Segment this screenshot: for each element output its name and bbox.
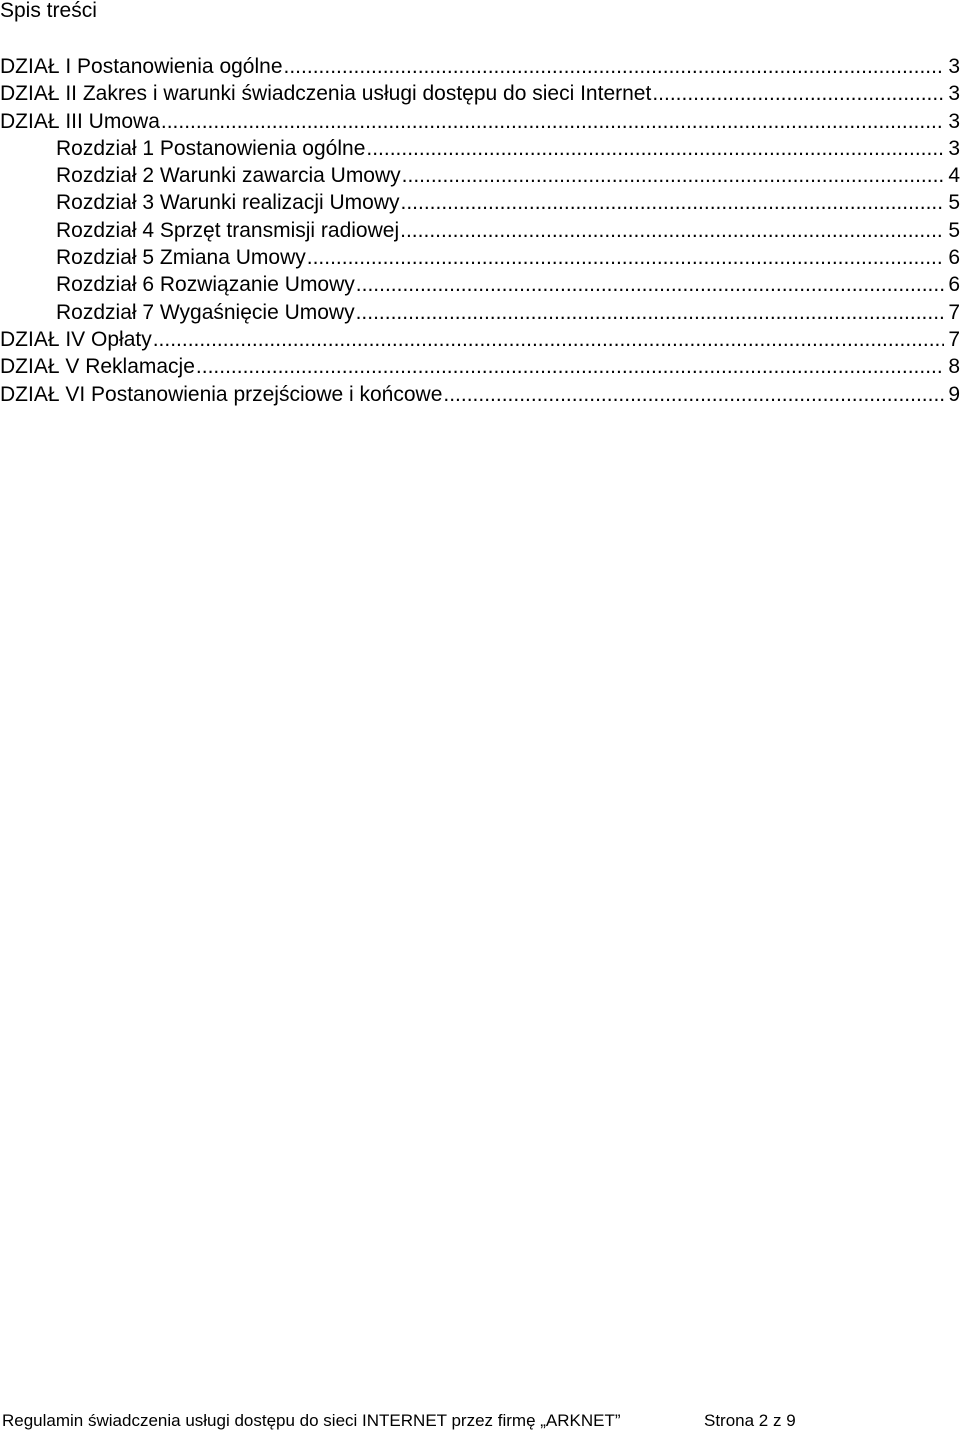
toc-entry-label: Rozdział 7 Wygaśnięcie Umowy	[56, 300, 355, 324]
toc-entry-dzial-3[interactable]	[0, 108, 960, 135]
toc-entry-dzial-4[interactable]	[0, 326, 960, 353]
toc-dot-leader	[153, 326, 944, 353]
toc-entry-rozdzial-2[interactable]	[0, 162, 960, 189]
toc-dot-leader	[356, 299, 944, 326]
toc-entry-label: DZIAŁ II Zakres i warunki świadczenia usługi dostępu do sieci Internet	[0, 82, 652, 106]
toc-entry-rozdzial-5[interactable]	[0, 244, 960, 271]
toc-heading: Spis treści	[0, 0, 97, 22]
toc-dot-leader	[400, 217, 944, 244]
toc-entry-page: 5	[948, 218, 960, 242]
toc-dot-leader	[196, 353, 944, 380]
toc-entry-page: 3	[948, 55, 960, 78]
toc-entry-label: Rozdział 1 Postanowienia ogólne	[56, 136, 366, 160]
toc-entry-page: 9	[948, 382, 960, 406]
footer-document-title: Regulamin świadczenia usługi dostępu do sieci INTERNET przez firmę „ARKNET”	[2, 1411, 621, 1430]
toc-entry-page: 3	[948, 82, 960, 106]
toc-entry-label: DZIAŁ I Postanowienia ogólne	[0, 55, 283, 78]
toc-entry-label: DZIAŁ V Reklamacje	[0, 355, 195, 379]
toc-entry-rozdzial-3[interactable]	[0, 189, 960, 216]
toc-dot-leader	[401, 189, 945, 216]
toc-entry-page: 6	[948, 273, 960, 297]
toc-entry-label: Rozdział 5 Zmiana Umowy	[56, 246, 306, 270]
toc-entry-dzial-1[interactable]	[0, 53, 960, 80]
toc-entry-label: Rozdział 2 Warunki zawarcia Umowy	[56, 164, 401, 188]
toc-entry-rozdzial-7[interactable]	[0, 299, 960, 326]
toc-entry-dzial-6[interactable]	[0, 381, 960, 408]
toc-entry-page: 8	[948, 355, 960, 379]
page-footer	[2, 1410, 796, 1432]
table-of-contents	[0, 53, 960, 408]
toc-dot-leader	[356, 271, 944, 298]
toc-entry-label: Rozdział 6 Rozwiązanie Umowy	[56, 273, 355, 297]
toc-entry-rozdzial-4[interactable]	[0, 217, 960, 244]
toc-entry-label: DZIAŁ IV Opłaty	[0, 327, 152, 351]
toc-entry-page: 7	[948, 300, 960, 324]
footer-page-number: Strona 2 z 9	[704, 1411, 796, 1430]
toc-entry-page: 3	[948, 136, 960, 160]
toc-entry-page: 5	[948, 191, 960, 215]
toc-dot-leader	[284, 53, 944, 80]
toc-entry-label: Rozdział 3 Warunki realizacji Umowy	[56, 191, 400, 215]
toc-entry-page: 3	[948, 109, 960, 133]
toc-entry-rozdzial-1[interactable]	[0, 135, 960, 162]
toc-entry-page: 7	[948, 327, 960, 351]
toc-dot-leader	[402, 162, 944, 189]
toc-dot-leader	[307, 244, 944, 271]
toc-entry-dzial-2[interactable]	[0, 80, 960, 107]
toc-entry-label: DZIAŁ III Umowa	[0, 109, 160, 133]
toc-entry-label: DZIAŁ VI Postanowienia przejściowe i końcowe	[0, 382, 443, 406]
toc-entry-label: Rozdział 4 Sprzęt transmisji radiowej	[56, 218, 400, 242]
toc-dot-leader	[443, 381, 944, 408]
toc-dot-leader	[652, 80, 944, 107]
toc-dot-leader	[161, 108, 944, 135]
toc-entry-page: 6	[948, 246, 960, 270]
toc-entry-rozdzial-6[interactable]	[0, 271, 960, 298]
toc-dot-leader	[366, 135, 944, 162]
toc-entry-dzial-5[interactable]	[0, 353, 960, 380]
toc-entry-page: 4	[948, 164, 960, 188]
